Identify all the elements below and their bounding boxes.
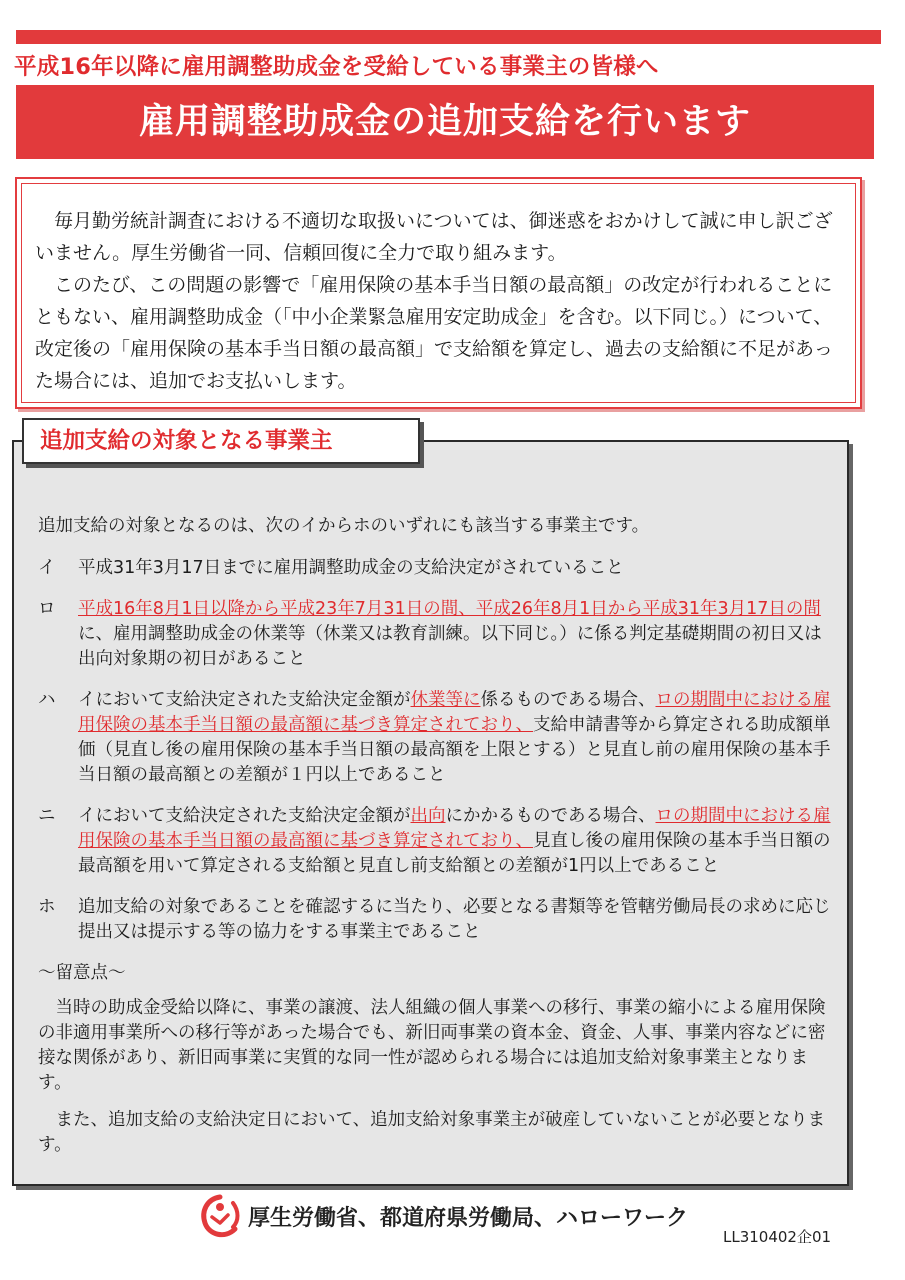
highlighted-period: 平成16年8月1日以降から平成23年7月31日の間、平成26年8月1日から平成31年3月17日の間: [78, 599, 821, 619]
notice-paragraph-1: 毎月勤労統計調査における不適切な取扱いについては、御迷惑をおかけして誠に申し訳ございません。厚生労働省一同、信頼回復に全力で取り組みます。: [35, 210, 833, 264]
document-code: LL310402企01: [723, 1228, 832, 1246]
mhlw-logo-icon: [199, 1193, 241, 1241]
notice-paragraph-2: このたび、この問題の影響で「雇用保険の基本手当日額の最高額」の改定が行われることにともない、雇用調整助成金（「中小企業緊急雇用安定助成金」を含む。以下同じ。）について、改定後の「雇用保険の基本手当日額の最高額」で支給額を算定し、過去の支給額に不足があった場合には、追加でお支払いします。: [35, 274, 833, 392]
condition-rest: 見直し後の雇用保険の基本手当日額の最高額を用いて算定される支給額と見直し前支給額との差額が1円以上であること: [78, 831, 831, 876]
condition-ho: [38, 895, 838, 945]
condition-pre: イにおいて支給決定された支給決定金額が: [78, 690, 411, 710]
footer-organizations: 厚生労働省、都道府県労働局、ハローワーク: [248, 1206, 689, 1231]
condition-text: 追加支給の対象であることを確認するに当たり、必要となる書類等を管轄労働局長の求めに応じ提出又は提示する等の協力をする事業主であること: [78, 897, 831, 942]
condition-text: [78, 804, 838, 879]
eligibility-panel: [12, 440, 849, 1186]
condition-rest: 支給申請書等から算定される助成額単価（見直し後の雇用保険の基本手当日額の最高額を上限とする）と見直し前の雇用保険の基本手当日額の最高額との差額が１円以上であること: [78, 715, 831, 785]
condition-mark: ニ: [38, 806, 56, 826]
section-title: 追加支給の対象となる事業主: [40, 428, 333, 454]
notice-text: [35, 205, 845, 397]
condition-mark: ハ: [38, 690, 56, 710]
condition-mid: にかかるものである場合、: [445, 806, 656, 826]
highlighted-term: 休業等に: [410, 690, 481, 710]
page-title-banner: [16, 85, 874, 159]
condition-text: [78, 688, 838, 788]
condition-mark: ロ: [38, 599, 56, 619]
eligibility-intro: 追加支給の対象となるのは、次のイからホのいずれにも該当する事業主です。: [38, 516, 650, 536]
note-paragraph-2: また、追加支給の支給決定日において、追加支給対象事業主が破産していないことが必要となります。: [38, 1110, 826, 1155]
note-paragraph-1: 当時の助成金受給以降に、事業の譲渡、法人組織の個人事業への移行、事業の縮小による雇用保険の非適用事業所への移行等があった場合でも、新旧両事業の資本金、資金、人事、事業内容などに密接な関係があり、新旧両事業に実質的な同一性が認められる場合には追加支給対象事業主となります。: [38, 998, 826, 1093]
condition-text: 平成31年3月17日までに雇用調整助成金の支給決定がされていること: [78, 558, 624, 578]
condition-pre: イにおいて支給決定された支給決定金額が: [78, 806, 411, 826]
highlighted-basis: ロの期間中における雇用保険の基本手当日額の最高額に基づき算定されており、: [78, 806, 831, 851]
notes-heading: ～留意点～: [38, 963, 126, 983]
highlighted-term: 出向: [410, 806, 446, 826]
highlighted-basis: ロの期間中における雇用保険の基本手当日額の最高額に基づき算定されており、: [78, 690, 831, 735]
top-accent-bar: [16, 30, 881, 44]
condition-ro: [38, 597, 838, 672]
eligibility-content: [38, 514, 838, 1170]
condition-text: [78, 597, 838, 672]
condition-ha: [38, 688, 838, 788]
condition-mid: 係るものである場合、: [480, 690, 656, 710]
section-heading-tab: [22, 418, 420, 464]
condition-mark: イ: [38, 558, 56, 578]
condition-ni: [38, 804, 838, 879]
audience-heading: 平成16年以降に雇用調整助成金を受給している事業主の皆様へ: [14, 54, 659, 80]
condition-rest: に、雇用調整助成金の休業等（休業又は教育訓練。以下同じ。）に係る判定基礎期間の初日又は出向対象期の初日があること: [78, 624, 822, 669]
condition-mark: ホ: [38, 897, 56, 917]
top-margin: [0, 0, 905, 20]
condition-i: [38, 556, 838, 581]
page-title: 雇用調整助成金の追加支給を行います: [138, 102, 751, 142]
apology-notice-box: [15, 177, 862, 409]
